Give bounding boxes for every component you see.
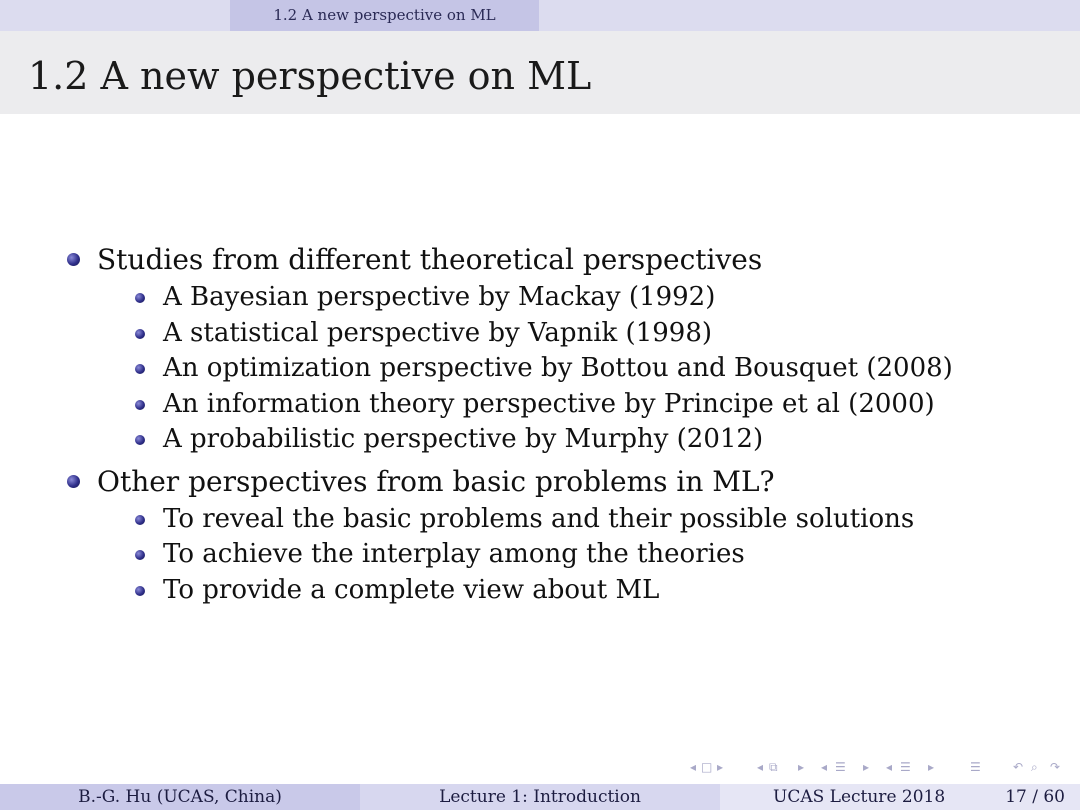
sub-list-item-text: To achieve the interplay among the theories <box>163 539 745 569</box>
sub-list-item <box>0 573 1080 609</box>
footer-author: B.-G. Hu (UCAS, China) <box>0 784 360 810</box>
sub-list-item-text: An information theory perspective by Principe et al (2000) <box>163 388 935 419</box>
footer-right <box>720 784 1080 810</box>
sub-bullet-icon <box>135 550 145 560</box>
sub-bullet-icon <box>135 435 145 445</box>
nav-section-next-icon[interactable]: ▸ <box>863 760 870 774</box>
nav-subsection-icon[interactable]: ⧉ <box>769 760 778 774</box>
nav-frame-next-icon[interactable]: ▸ <box>717 760 724 774</box>
sub-bullet-icon <box>135 515 145 525</box>
sub-list-item <box>0 422 1080 458</box>
sub-list-item <box>0 351 1080 387</box>
nav-subsubsection-prev-icon[interactable]: ◂ <box>886 760 893 774</box>
bullet-icon <box>67 253 80 266</box>
nav-section-prev-icon[interactable]: ◂ <box>821 760 828 774</box>
sublist <box>0 502 1080 609</box>
nav-back-icon[interactable]: ↶ <box>1013 760 1024 774</box>
frame-title-bar <box>0 31 1080 114</box>
sub-bullet-icon <box>135 586 145 596</box>
sub-bullet-icon <box>135 400 145 410</box>
sub-list-item <box>0 387 1080 423</box>
nav-subsubsection-next-icon[interactable]: ▸ <box>928 760 935 774</box>
sub-list-item <box>0 537 1080 573</box>
navigation-bar <box>690 760 1080 778</box>
sub-bullet-icon <box>135 329 145 339</box>
sub-list-item <box>0 502 1080 538</box>
footer-title: Lecture 1: Introduction <box>360 784 720 810</box>
list-item-text: Other perspectives from basic problems in ML? <box>97 464 775 498</box>
bullet-icon <box>67 475 80 488</box>
sub-list-item-text: To reveal the basic problems and their possible solutions <box>163 503 915 534</box>
page-number: 17 / 60 <box>1005 787 1065 807</box>
nav-subsubsection-icon[interactable]: ☰ <box>900 760 911 774</box>
nav-section-icon[interactable]: ☰ <box>835 760 846 774</box>
nav-search-icon[interactable]: ⌕ <box>1031 760 1038 774</box>
nav-frame-prev-icon[interactable]: ◂ <box>690 760 697 774</box>
nav-subsection-prev-icon[interactable]: ◂ <box>757 760 764 774</box>
sub-list-item-text: A Bayesian perspective by Mackay (1992) <box>163 282 716 312</box>
sublist <box>0 280 1080 458</box>
footer <box>0 784 1080 810</box>
nav-subsection-next-icon[interactable]: ▸ <box>798 760 805 774</box>
nav-forward-icon[interactable]: ↷ <box>1050 760 1061 774</box>
sub-list-item-text: An optimization perspective by Bottou and Bousquet (2008) <box>163 353 953 383</box>
nav-frame-icon[interactable]: □ <box>701 760 713 774</box>
list-item <box>0 460 1080 504</box>
sub-list-item-text: A statistical perspective by Vapnik (1998) <box>163 317 713 348</box>
sub-bullet-icon <box>135 364 145 374</box>
slide-content <box>0 238 1080 610</box>
sub-list-item <box>0 316 1080 352</box>
headline-bar <box>0 0 1080 31</box>
list-item <box>0 238 1080 282</box>
nav-toc-icon[interactable]: ☰ <box>970 760 981 774</box>
sub-bullet-icon <box>135 293 145 303</box>
footer-event: UCAS Lecture 2018 <box>773 787 946 807</box>
headline-section-link[interactable]: 1.2 A new perspective on ML <box>230 0 539 31</box>
sub-list-item <box>0 280 1080 316</box>
sub-list-item-text: To provide a complete view about ML <box>163 574 660 605</box>
list-item-text: Studies from different theoretical perspectives <box>97 243 763 276</box>
sub-list-item-text: A probabilistic perspective by Murphy (2012) <box>163 424 764 454</box>
page-title: 1.2 A new perspective on ML <box>28 54 592 98</box>
